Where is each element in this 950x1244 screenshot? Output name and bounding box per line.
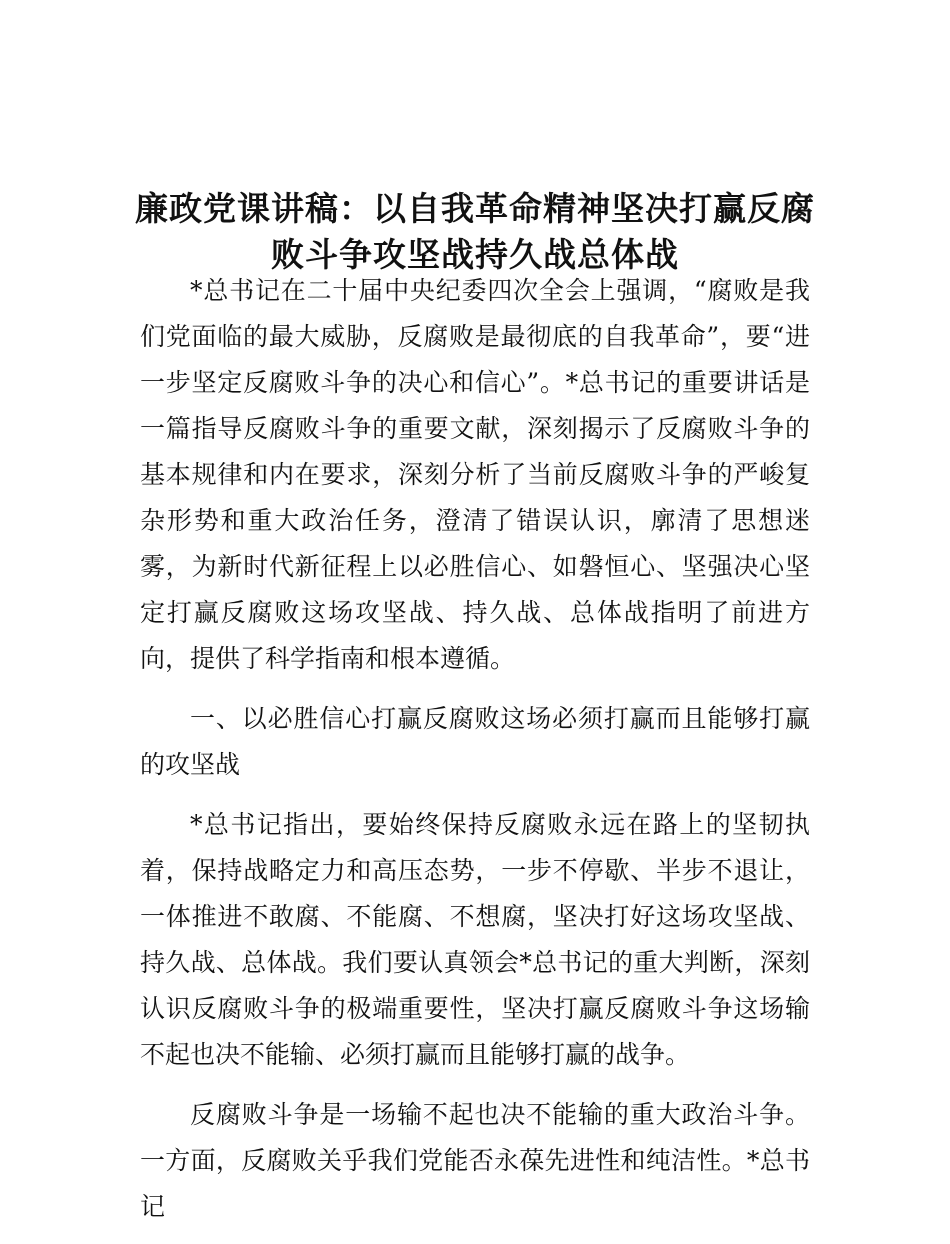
document-title bbox=[100, 186, 850, 278]
title-line-1: 廉政党课讲稿：以自我革命精神坚决打赢反腐 bbox=[135, 189, 815, 229]
intro-paragraph: *总书记在二十届中央纪委四次全会上强调，“腐败是我们党面临的最大威胁，反腐败是最彻底的自我革命”，要“进一步坚定反腐败斗争的决心和信心”。*总书记的重要讲话是一篇指导反腐败斗争的重要文献，深刻揭示了反腐败斗争的基本规律和内在要求，深刻分析了当前反腐败斗争的严峻复杂形势和重大政治任务，澄清了错误认识，廓清了思想迷雾，为新时代新征程上以必胜信心、如磐恒心、坚强决心坚定打赢反腐败这场攻坚战、持久战、总体战指明了前进方向，提供了科学指南和根本遵循。 bbox=[140, 276, 810, 673]
body-paragraph-2: *总书记指出，要始终保持反腐败永远在路上的坚韧执着，保持战略定力和高压态势，一步不停歇、半步不退让，一体推进不敢腐、不能腐、不想腐，坚决打好这场攻坚战、持久战、总体战。我们要认真领会*总书记的重大判断，深刻认识反腐败斗争的极端重要性，坚决打赢反腐败斗争这场输不起也决不能输、必须打赢而且能够打赢的战争。 bbox=[140, 810, 810, 1069]
document-body bbox=[140, 268, 810, 1244]
title-line-2: 败斗争攻坚战持久战总体战 bbox=[271, 235, 679, 275]
section-heading-1: 一、以必胜信心打赢反腐败这场必须打赢而且能够打赢的攻坚战 bbox=[140, 704, 810, 779]
body-paragraph-3: 反腐败斗争是一场输不起也决不能输的重大政治斗争。一方面，反腐败关乎我们党能否永葆先进性和纯洁性。*总书记 bbox=[140, 1100, 810, 1221]
